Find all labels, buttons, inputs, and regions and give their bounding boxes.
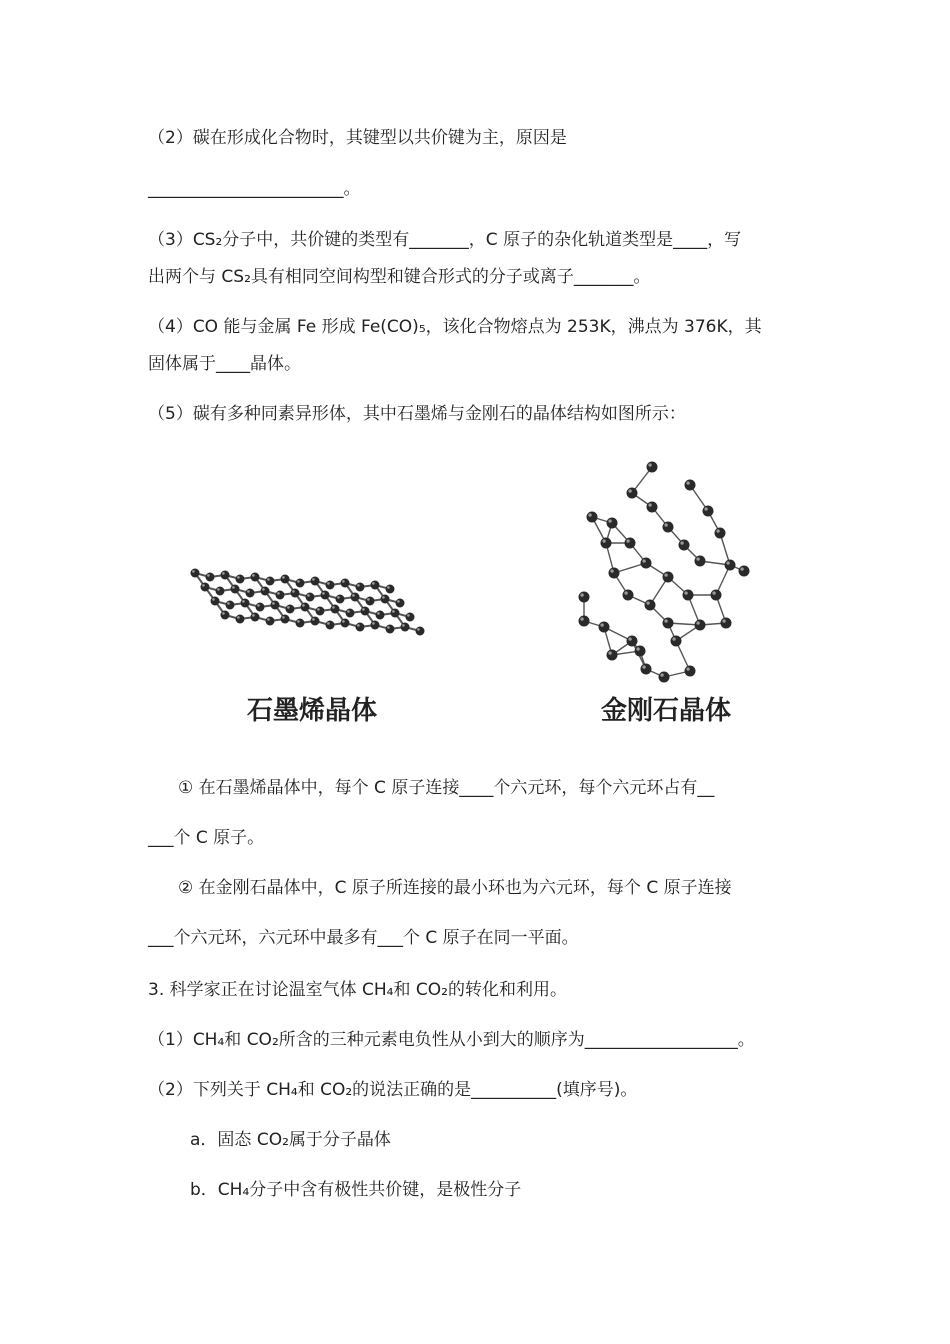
graphene-atom (396, 599, 405, 608)
diamond-atom (715, 528, 726, 539)
graphene-lattice-image (191, 569, 425, 636)
graphene-atom (321, 591, 330, 600)
q3-option-a: a．固态 CO₂属于分子晶体 (190, 1130, 391, 1150)
graphene-atom (296, 579, 305, 588)
graphene-atom (356, 623, 365, 632)
graphene-atom (401, 623, 410, 632)
graphene-atom (361, 607, 370, 616)
graphene-caption: 石墨烯晶体 (246, 696, 378, 726)
diamond-atom (671, 636, 682, 647)
q2-part5-line1: （5）碳有多种同素异形体，其中石墨烯与金刚石的晶体结构如图所示： (148, 404, 686, 424)
q2-part2-line2: _______________________。 (148, 179, 361, 199)
q3-part1: （1）CH₄和 CO₂所含的三种元素电负性从小到大的顺序为__________________。 (148, 1030, 755, 1050)
diamond-atom (739, 566, 750, 577)
q2-sub2-line1: ② 在金刚石晶体中，C 原子所连接的最小环也为六元环，每个 C 原子连接 (178, 878, 732, 898)
q3-option-b: b．CH₄分子中含有极性共价键，是极性分子 (190, 1180, 522, 1200)
graphene-atom (371, 581, 380, 590)
graphene-atom (286, 605, 295, 614)
graphene-atom (281, 575, 290, 584)
diamond-atom (607, 518, 618, 529)
graphene-atom (236, 615, 245, 624)
q2-part4-line2: 固体属于____晶体。 (148, 354, 301, 374)
graphene-atom (331, 605, 340, 614)
graphene-atom (256, 603, 265, 612)
graphene-atom (386, 625, 395, 634)
graphene-atom (301, 603, 310, 612)
diamond-atom (587, 512, 598, 523)
graphene-atom (221, 611, 230, 620)
diamond-atom (579, 616, 590, 627)
graphene-atom (266, 617, 275, 626)
graphene-atom (406, 613, 415, 622)
diamond-atom (635, 646, 646, 657)
diamond-atom (627, 636, 638, 647)
diamond-atom (703, 506, 714, 517)
graphene-atom (341, 579, 350, 588)
q2-sub2-line2: ___个六元环，六元环中最多有___个 C 原子在同一平面。 (148, 928, 579, 948)
diamond-atom (663, 572, 674, 583)
diamond-atom (627, 488, 638, 499)
diamond-atom (641, 558, 652, 569)
diamond-atom (663, 522, 674, 533)
graphene-atom (206, 573, 215, 582)
graphene-atom (251, 613, 260, 622)
graphene-atom (311, 577, 320, 586)
q2-part2-line1: （2）碳在形成化合物时，其键型以共价键为主，原因是 (148, 128, 567, 148)
graphene-atom (326, 621, 335, 630)
q3-title: 3. 科学家正在讨论温室气体 CH₄和 CO₂的转化和利用。 (148, 980, 567, 1000)
graphene-atom (266, 577, 275, 586)
graphene-atom (371, 621, 380, 630)
diamond-lattice-image (579, 462, 750, 683)
diamond-atom (679, 540, 690, 551)
graphene-atom (386, 585, 395, 594)
graphene-atom (246, 589, 255, 598)
graphene-atom (316, 607, 325, 616)
diamond-atom (625, 538, 636, 549)
graphene-atom (226, 601, 235, 610)
graphene-atom (211, 597, 220, 606)
diamond-atom (609, 568, 620, 579)
graphene-atom (381, 595, 390, 604)
diamond-atom (601, 538, 612, 549)
graphene-atom (261, 587, 270, 596)
diamond-atom (607, 650, 618, 661)
graphene-atom (251, 573, 260, 582)
diamond-atom (721, 618, 732, 629)
graphene-atom (236, 575, 245, 584)
diamond-caption: 金刚石晶体 (600, 696, 732, 726)
diamond-atom (685, 666, 696, 677)
diamond-atom (711, 590, 722, 601)
diamond-atom (683, 590, 694, 601)
q2-sub1-line1: ① 在石墨烯晶体中，每个 C 原子连接____个六元环，每个六元环占有__ (178, 778, 715, 798)
graphene-atom (391, 609, 400, 618)
diamond-atom (647, 502, 658, 513)
graphene-atom (231, 585, 240, 594)
q3-part2: （2）下列关于 CH₄和 CO₂的说法正确的是__________(填序号)。 (148, 1080, 638, 1100)
q2-part3-line1: （3）CS₂分子中，共价键的类型有_______，C 原子的杂化轨道类型是____，写 (148, 230, 742, 250)
diamond-atom (725, 560, 736, 571)
graphene-atom (376, 611, 385, 620)
graphene-atom (341, 619, 350, 628)
graphene-atom (241, 599, 250, 608)
graphene-atom (216, 587, 225, 596)
q2-part4-line1: （4）CO 能与金属 Fe 形成 Fe(CO)₅，该化合物熔点为 253K，沸点为 376K，其 (148, 317, 762, 337)
graphene-atom (326, 581, 335, 590)
graphene-atom (296, 619, 305, 628)
graphene-atom (191, 569, 200, 578)
diamond-atom (641, 664, 652, 675)
graphene-atom (201, 583, 210, 592)
diamond-atom (645, 600, 656, 611)
q2-sub1-line2: ___个 C 原子。 (148, 828, 265, 848)
q2-part3-line2: 出两个与 CS₂具有相同空间构型和键合形式的分子或离子_______。 (148, 267, 651, 287)
diamond-atom (695, 620, 706, 631)
graphene-atom (356, 583, 365, 592)
crystal-structure-figure (0, 445, 950, 745)
graphene-atom (346, 609, 355, 618)
diamond-atom (663, 618, 674, 629)
graphene-atom (351, 593, 360, 602)
diamond-atom (579, 592, 590, 603)
graphene-atom (276, 591, 285, 600)
graphene-atom (291, 589, 300, 598)
graphene-atom (311, 617, 320, 626)
graphene-atom (366, 597, 375, 606)
graphene-atom (221, 571, 230, 580)
graphene-atom (336, 595, 345, 604)
graphene-atom (416, 627, 425, 636)
diamond-atom (647, 462, 658, 473)
diamond-atom (599, 622, 610, 633)
diamond-atom (659, 672, 670, 683)
graphene-atom (306, 593, 315, 602)
graphene-atom (281, 615, 290, 624)
graphene-atom (271, 601, 280, 610)
diamond-atom (695, 556, 706, 567)
diamond-atom (623, 590, 634, 601)
diamond-atom (685, 480, 696, 491)
